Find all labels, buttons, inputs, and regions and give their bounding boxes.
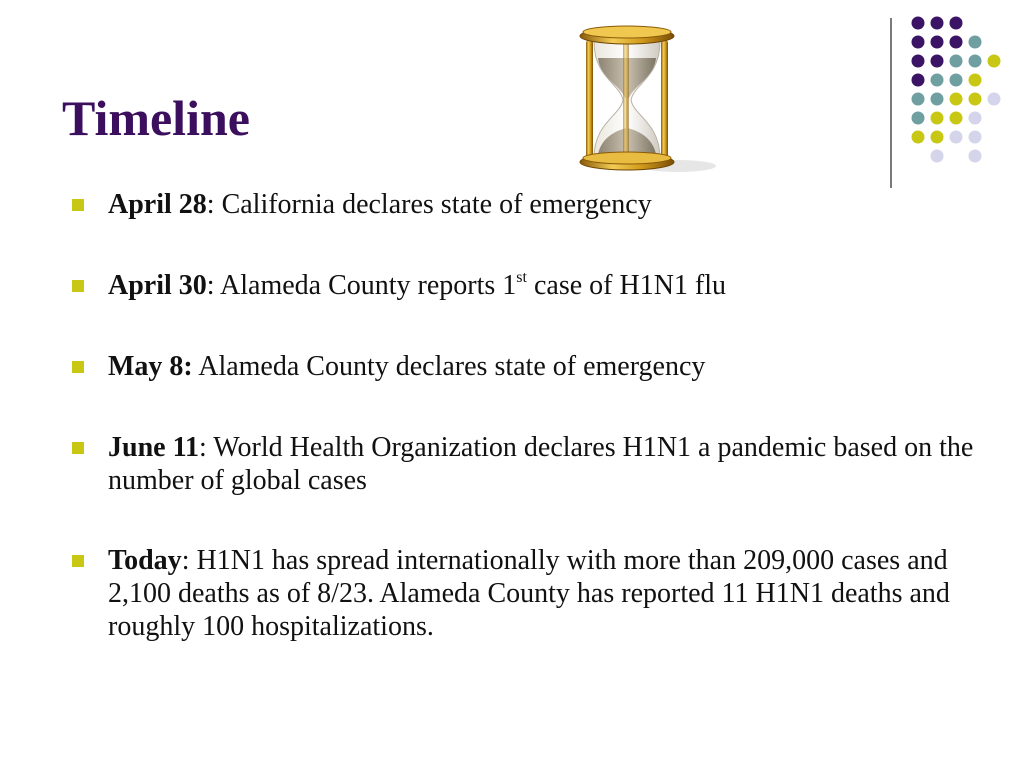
decorative-dot-grid	[905, 14, 1010, 164]
bullet-text: World Health Organization declares H1N1 a pandemic based on the number of global cases	[108, 432, 974, 496]
bullet-separator: :	[199, 432, 207, 463]
list-item	[70, 188, 980, 221]
slide-title: Timeline	[62, 90, 250, 146]
bullet-text-after: case of H1N1 flu	[526, 270, 727, 301]
bullet-separator: :	[206, 270, 215, 301]
list-item	[70, 269, 980, 302]
timeline-list	[70, 188, 980, 691]
bullet-date: April 28	[108, 189, 207, 220]
bullet-separator: :	[206, 189, 215, 220]
square-bullet	[72, 442, 84, 454]
bullet-text: Alameda County declares state of emergency	[192, 351, 706, 382]
bullet-date: May 8:	[108, 351, 193, 382]
square-bullet	[72, 361, 84, 373]
bullet-superscript: st	[516, 269, 527, 286]
square-bullet	[72, 199, 84, 211]
bullet-date: April 30	[108, 270, 207, 301]
list-item	[70, 350, 980, 383]
square-bullet	[72, 280, 84, 292]
bullet-text: H1N1 has spread internationally with more than 209,000 cases and 2,100 deaths as of 8/23. Alameda County has reported 11 H1N1 deaths and roughly 100 hospitalizations.	[108, 545, 950, 642]
bullet-separator: :	[181, 545, 190, 576]
list-item	[70, 431, 980, 497]
divider-line	[890, 18, 892, 188]
hourglass-icon	[568, 22, 718, 182]
square-bullet	[72, 555, 84, 567]
bullet-date: Today	[108, 545, 182, 576]
bullet-text: Alameda County reports 1	[214, 270, 517, 301]
bullet-date: June 11	[108, 432, 200, 463]
bullet-text: California declares state of emergency	[214, 189, 652, 220]
list-item	[70, 544, 980, 643]
